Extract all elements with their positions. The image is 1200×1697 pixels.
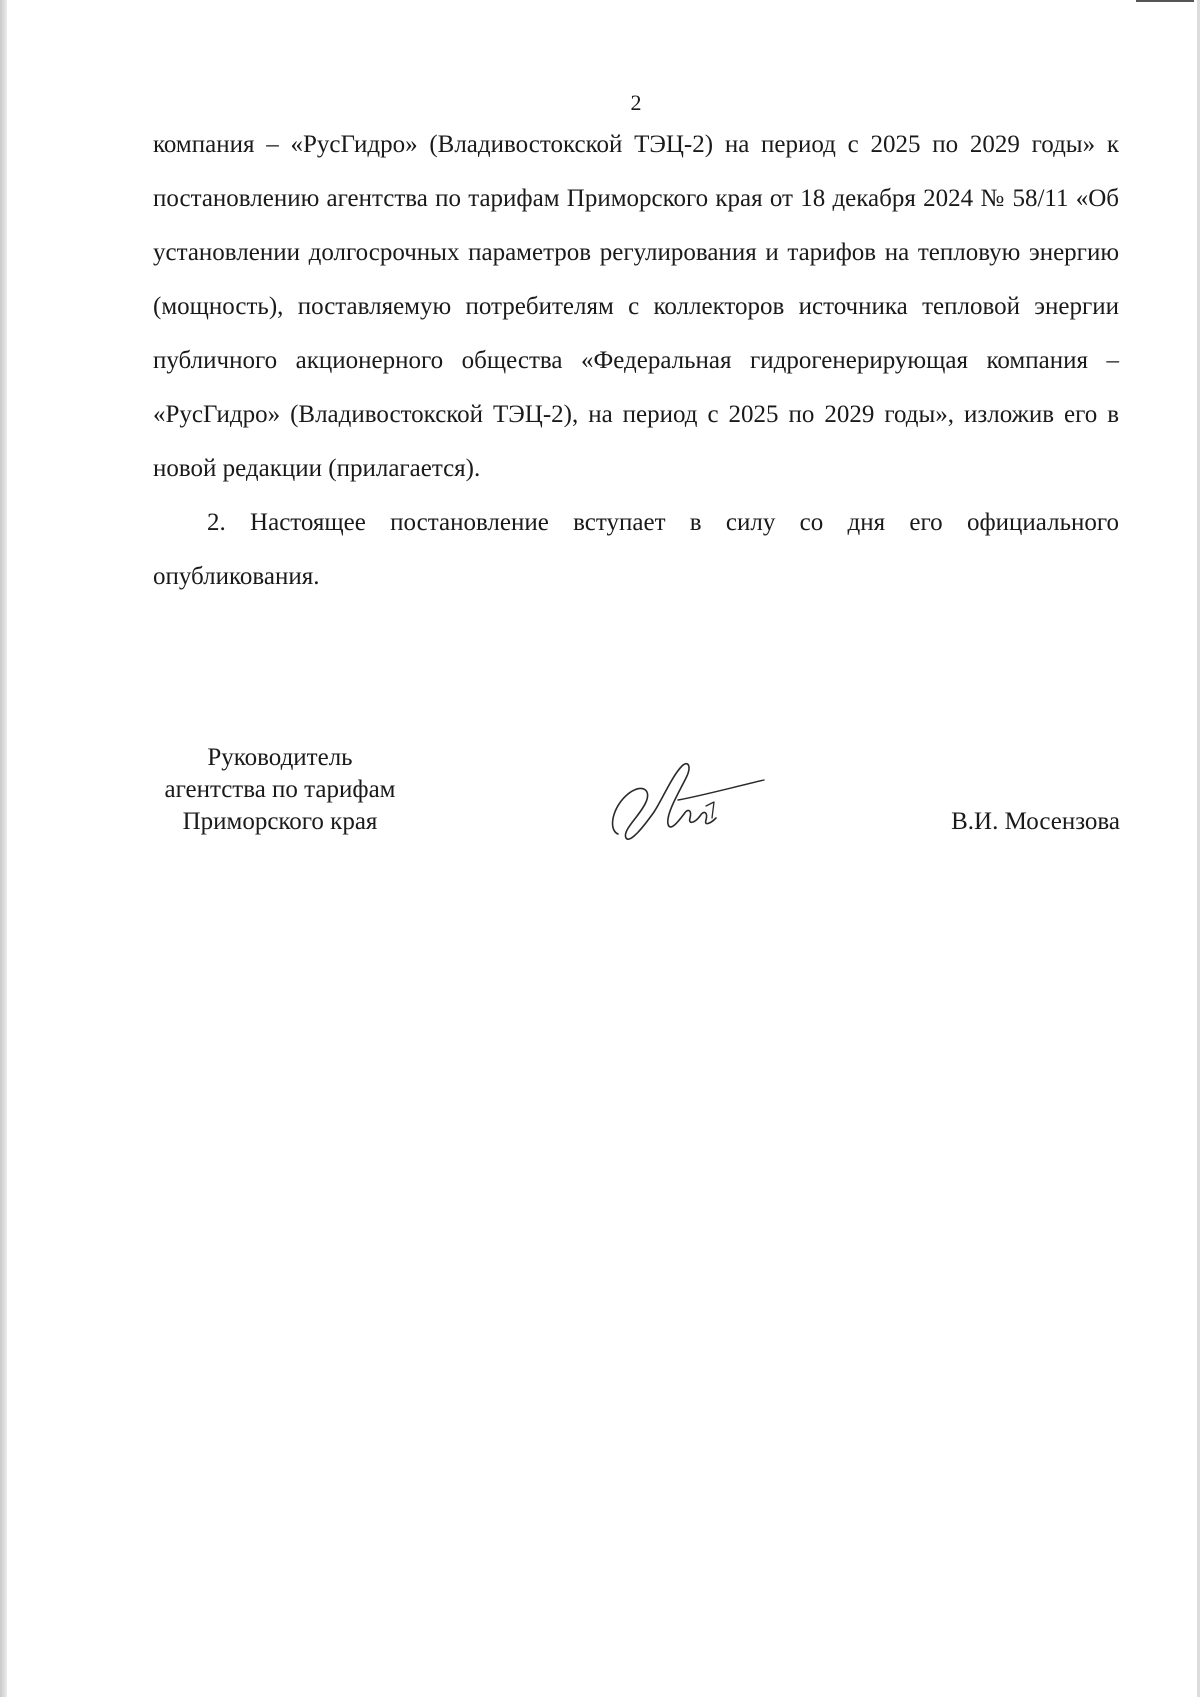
position-line-3: Приморского края — [182, 808, 378, 835]
signer-name: В.И. Мосензова — [951, 808, 1120, 835]
scan-left-edge — [0, 0, 7, 1697]
document-body — [153, 118, 1119, 604]
signatory-position — [130, 742, 430, 838]
page-number: 2 — [630, 90, 642, 115]
handwritten-signature — [600, 752, 770, 852]
body-paragraph-2: 2. Настоящее постановление вступает в силу со дня его официального опубликования. — [153, 509, 1119, 590]
scan-corner-mark — [1136, 0, 1194, 2]
position-line-1: Руководитель — [207, 744, 353, 771]
body-paragraph-1: компания – «РусГидро» (Владивостокской ТЭЦ-2) на период с 2025 по 2029 годы» к постановлению агентства по тарифам Приморского края от 18 декабря 2024 № 58/11 «Об установлении долгосрочных параметров регулирования и тарифов на тепловую энергию (мощность), поставляемую потребителям с коллекторов источника тепловой энергии публичного акционерного общества «Федеральная гидрогенерирующая компания – «РусГидро» (Владивостокской ТЭЦ-2), на период с 2025 по 2029 годы», изложив его в новой редакции (прилагается). — [153, 131, 1119, 482]
position-line-2: агентства по тарифам — [164, 776, 396, 803]
